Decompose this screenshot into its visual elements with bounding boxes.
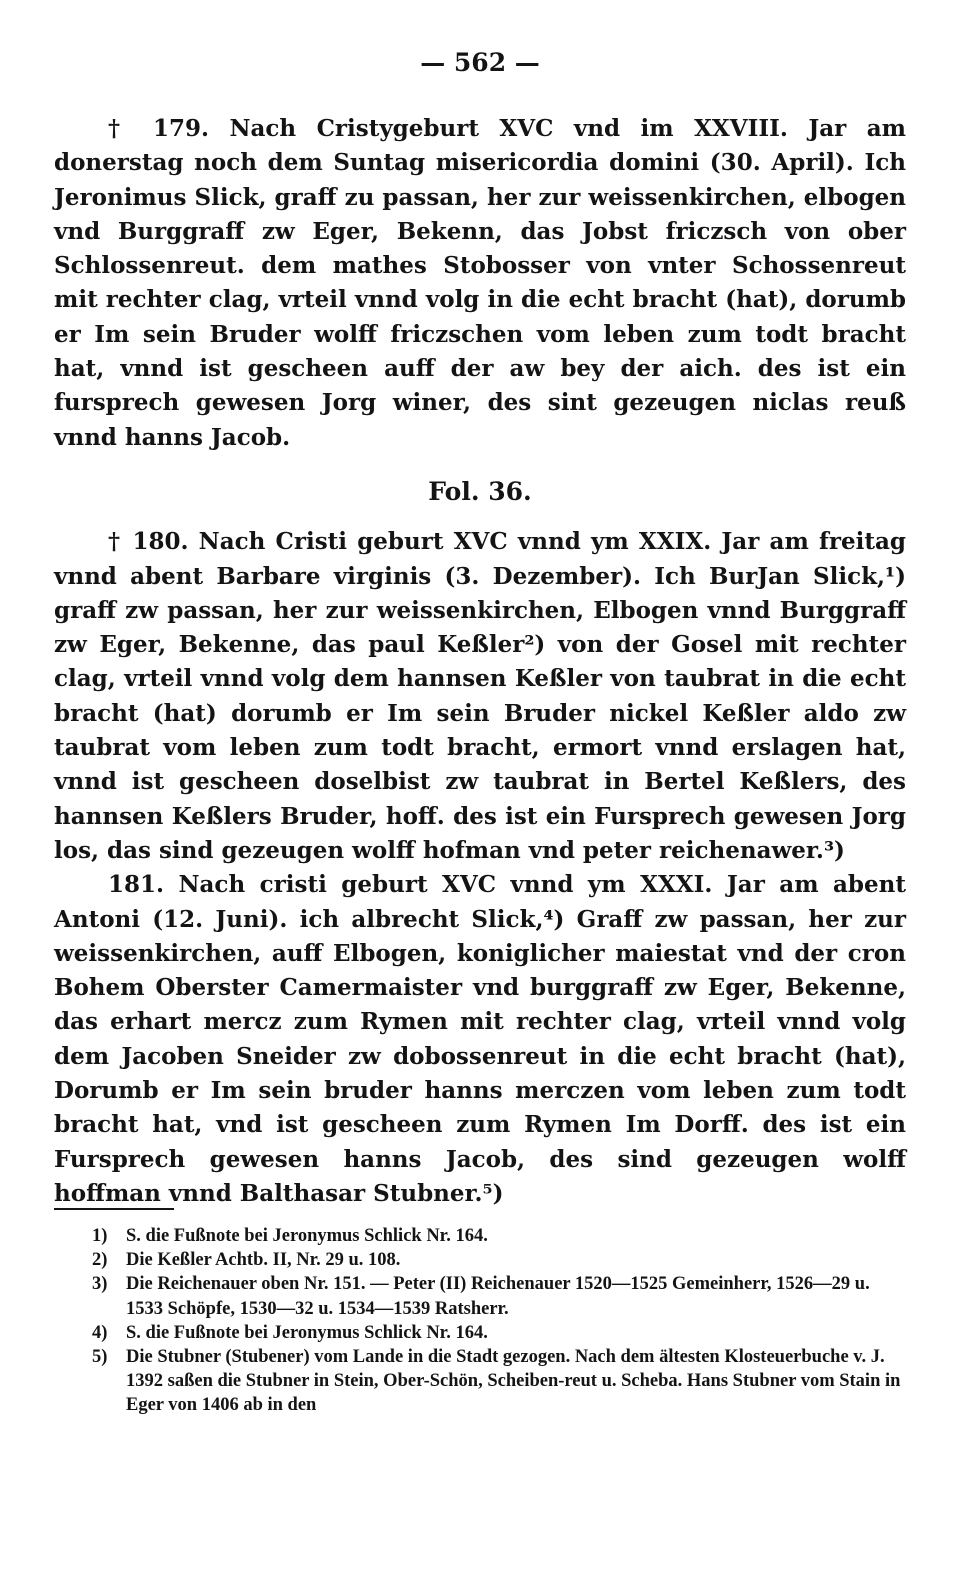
page-number: — 562 — (420, 48, 540, 77)
footnote-text: S. die Fußnote bei Jeronymus Schlick Nr. 164. (126, 1322, 488, 1343)
folio-heading: Fol. 36. (428, 476, 532, 506)
footnote-5 (92, 1345, 908, 1418)
footnote-number: 1) (92, 1226, 108, 1246)
footnote-number: 3) (92, 1274, 108, 1295)
footnote-text: S. die Fußnote bei Jeronymus Schlick Nr. 164. (126, 1226, 488, 1246)
footnote-number: 2) (92, 1250, 108, 1271)
main-text (54, 112, 906, 1211)
footnote-text: Die Keßler Achtb. II, Nr. 29 u. 108. (126, 1250, 401, 1271)
footnote-4 (92, 1321, 908, 1345)
footnote-number: 4) (92, 1322, 108, 1343)
footnote-3 (92, 1272, 908, 1320)
footnote-2 (92, 1248, 908, 1272)
entry-179: † 179. Nach Cristygeburt XVC vnd im XXVIII. Jar am donerstag noch dem Suntag misericordia domini (30. April). Ich Jeronimus Slick, graff zu passan, her zur weissenkirchen, elbogen vnd Burggraff zw Eger, Bekenn, das Jobst friczsch von ober Schlossenreut. dem mathes Stobosser von vnter Schossenreut mit rechter clag, vrteil vnnd volg in die echt bracht (hat), dorumb er Im sein Bruder wolff friczschen vom leben zum todt bracht hat, vnnd ist gescheen auff der aw bey der aich. des ist ein fursprech gewesen Jorg winer, des sint gezeugen niclas reuß vnnd hanns Jacob. (54, 115, 906, 451)
footnote-1 (92, 1224, 908, 1248)
entry-180: † 180. Nach Cristi geburt XVC vnnd ym XXIX. Jar am freitag vnnd abent Barbare virginis (3. Dezember). Ich BurJan Slick,¹) graff zw passan, her zur weissenkirchen, Elbogen vnnd Burggraff zw Eger, Bekenne, das paul Keßler²) von der Gosel mit rechter clag, vrteil vnnd volg dem hannsen Keßler von taubrat in die echt bracht (hat) dorumb er Im sein Bruder nickel Keßler aldo zw taubrat vom leben zum todt bracht, ermort vnnd erslagen hat, vnnd ist gescheen doselbist zw taubrat in Bertel Keßlers, des hannsen Keßlers Bruder, hoff. des ist ein Fursprech gewesen Jorg los, das sind gezeugen wolff hofman vnd peter reichenawer.³) (54, 528, 906, 864)
footnote-number: 5) (92, 1347, 108, 1368)
footnote-divider (54, 1208, 174, 1210)
footnotes (92, 1224, 908, 1418)
footnote-text: Die Stubner (Stubener) vom Lande in die Stadt gezogen. Nach dem ältesten Klosteuerbuche v. J. 1392 saßen die Stubner in Stein, Ober-Schön, Scheiben-reut u. Scheba. Hans Stubner vom Stain in Eger von 1406 ab in den (126, 1347, 901, 1416)
footnote-text: Die Reichenauer oben Nr. 151. — Peter (II) Reichenauer 1520—1525 Gemeinherr, 1526—29 u. 1533 Schöpfe, 1530—32 u. 1534—1539 Ratsherr. (126, 1274, 870, 1319)
entry-181: 181. Nach cristi geburt XVC vnnd ym XXXI. Jar am abent Antoni (12. Juni). ich albrecht Slick,⁴) Graff zw passan, her zur weissenkirchen, auff Elbogen, koniglicher maiestat vnd der cron Bohem Oberster Camermaister vnd burggraff zw Eger, Bekenne, das erhart mercz zum Rymen mit rechter clag, vrteil vnnd volg dem Jacoben Sneider zw dobossenreut in die echt bracht (hat), Dorumb er Im sein bruder hanns merczen vom leben zum todt bracht hat, vnd ist gescheen zum Rymen Im Dorff. des ist ein Fursprech gewesen hanns Jacob, des sind gezeugen wolff hoffman vnnd Balthasar Stubner.⁵) (54, 871, 906, 1207)
